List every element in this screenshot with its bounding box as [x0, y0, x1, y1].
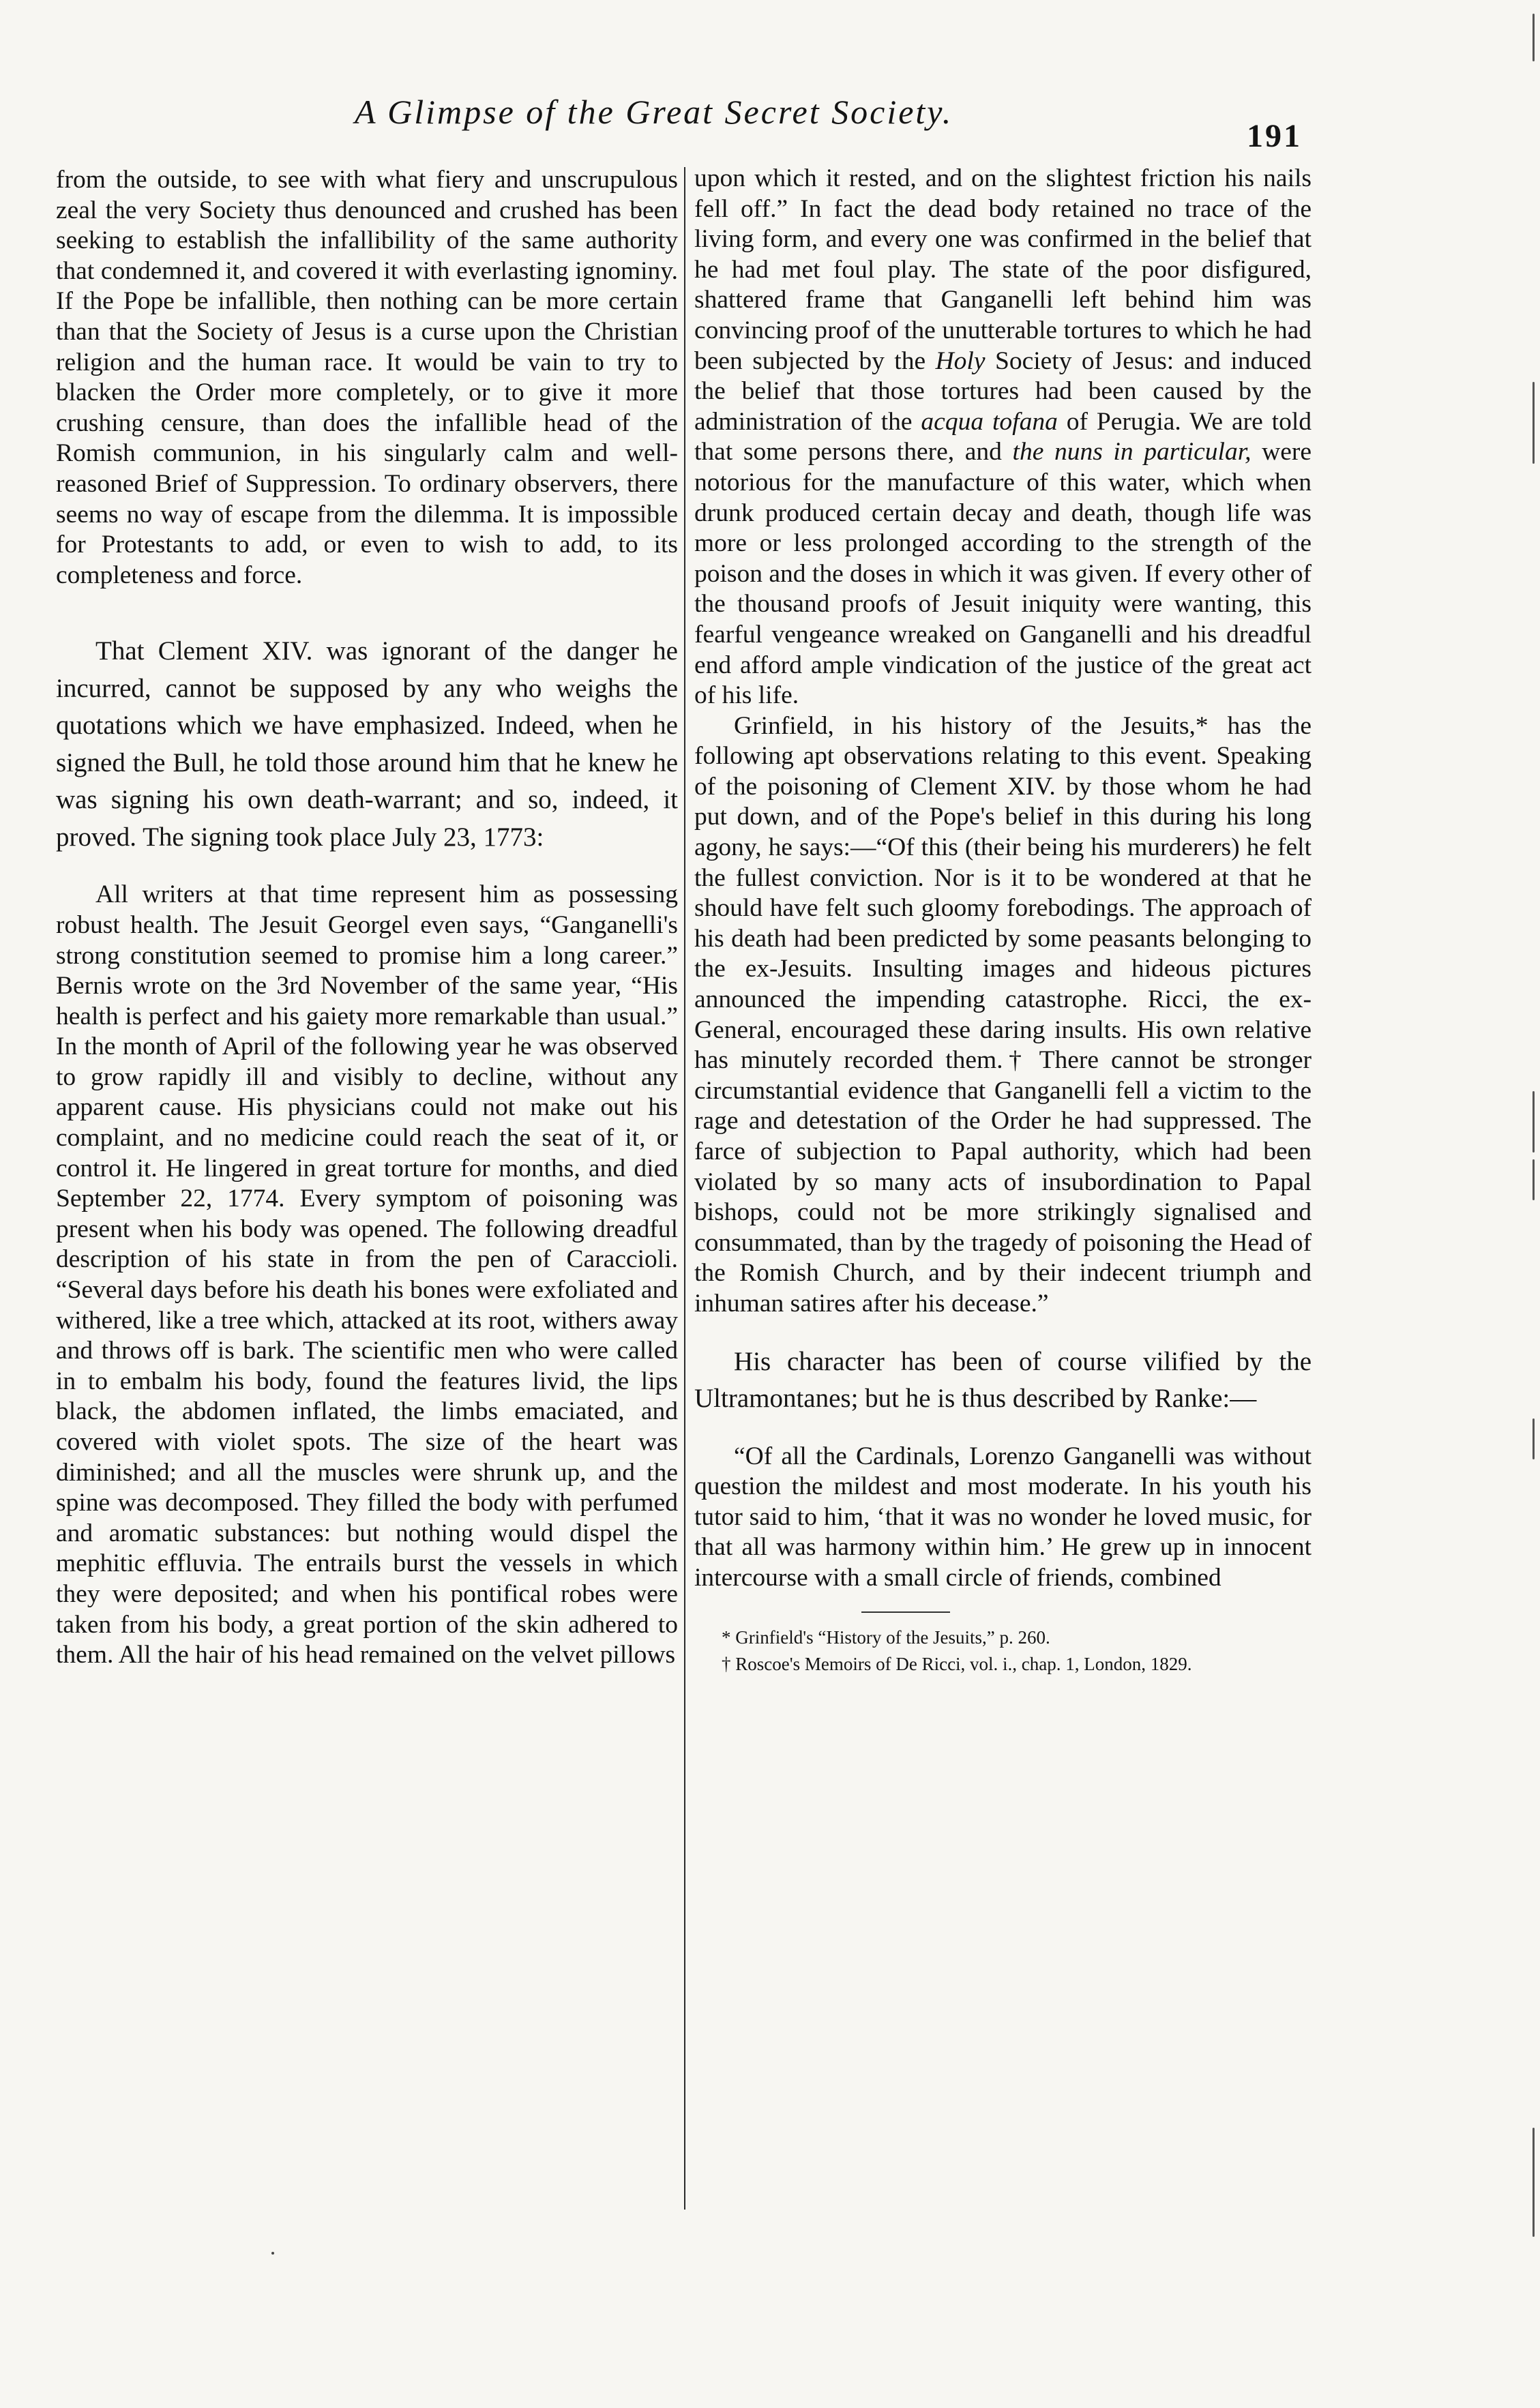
paragraph-ranke-intro: His character has been of course vilified by the Ultramontanes; but he is thus described by Ranke:—: [694, 1346, 1312, 1414]
text-run: upon which it rested, and on the slightest friction his nails fell off.” In fact the dead body retained no trace of the living form, and every one was confirmed in the belief that he had met foul play. The state of the poor disfigured, shattered frame that Ganganelli left behind him was convincing proof of the unutterable tortures to which he had been subjected by the: [694, 164, 1312, 375]
text-run: of Perugia. We are told that some persons there, and: [694, 407, 1312, 466]
paragraph-pope-infallibility: from the outside, to see with what fiery and unscrupulous zeal the very Society thus denounced and crushed has been seeking to establish the infallibility of the same authority that condemned it, and covered it with everlasting ignominy. If the Pope be infallible, then nothing can be more certain than that the Society of Jesus is a curse upon the Christian religion and the human race. It would be vain to try to blacken the Order more completely, or to give it more crushing censure, than does the infallible head of the Romish communion, in his singularly calm and well-reasoned Brief of Suppression. To ordinary observers, there seems no way of escape from the dilemma. It is impossible for Protestants to add, or even to wish to add, to its completeness and force.: [56, 166, 678, 589]
paragraph-poisoning-symptoms: All writers at that time represent him as possessing robust health. The Jesuit Georgel even says, “Ganganelli's strong constitution seemed to promise him a long career.” Bernis wrote on the 3rd November of the same year, “His health is perfect and his gaiety more remarkable than usual.” In the month of April of the following year he was observed to grow rapidly ill and visibly to decline, without any apparent cause. His physicians could not make out his complaint, and no medicine could reach the seat of it, or control it. He lingered in great torture for months, and died September 22, 1774. Every symptom of poisoning was present when his body was opened. The following dreadful description of his state in from the pen of Caraccioli. “Several days before his death his bones were exfoliated and withered, like a tree which, attacked at its root, withers away and throws off is bark. The scientific men who were called in to embalm his body, found the features livid, the lips black, the abdomen inflated, the limbs emaciated, and covered with violet spots. The size of the heart was diminished; and all the muscles were shrunk up, and the spine was decomposed. They filled the body with perfumed and aromatic substances: but nothing would dispel the mephitic effluvia. The entrails burst the vessels in which they were deposited; and when his pontifical robes were taken from his body, a great portion of the skin adhered to them. All the hair of his head remained on the velvet pillows: [56, 880, 678, 1669]
emphasis-nuns: the nuns in particular,: [1012, 438, 1252, 466]
footnote-roscoe: † Roscoe's Memoirs of De Ricci, vol. i., chap. 1, London, 1829.: [722, 1653, 1192, 1674]
emphasis-acqua-tofana: acqua tofana: [921, 407, 1058, 436]
paragraph-acqua-tofana: [694, 164, 1312, 711]
scan-speck: [1532, 2128, 1535, 2237]
scan-speck: [1532, 1159, 1535, 1200]
right-column: [694, 164, 1312, 1680]
scan-speck: [1532, 382, 1535, 464]
paragraph-grinfield: Grinfield, in his history of the Jesuits,* has the following apt observations relating to this event. Speaking of the poisoning of Clement XIV. by those whom he had put down, and of the Pope's belief in this during his long agony, he says:—“Of this (their being his murderers) he felt the fullest conviction. Nor is it to be wondered at that he should have felt such gloomy forebodings. The approach of his death had been predicted by some peasants belonging to the ex-Jesuits. Insulting images and hideous pictures announced the impending catastrophe. Ricci, the ex-General, encouraged these daring insults. His own relative has minutely recorded them.† There cannot be stronger circumstantial evidence that Ganganelli fell a victim to the rage and detestation of the Order he had suppressed. The farce of subjection to Papal authority, which had been violated by so many acts of insubordination to Papal bishops, could not be more strikingly signalised and consummated, than by the tragedy of poisoning the Head of the Romish Church, and by their indecent triumph and inhuman satires after his decease.”: [694, 711, 1312, 1318]
left-column: [56, 165, 678, 1671]
scan-speck: [271, 2252, 274, 2255]
footnotes: [694, 1626, 1312, 1676]
column-rule: [684, 167, 685, 2210]
paragraph-clement-death-warrant: That Clement XIV. was ignorant of the danger he incurred, cannot be supposed by any who weighs the quotations which we have emphasized. Indeed, when he signed the Bull, he told those around him that he knew he was signing his own death-warrant; and so, indeed, it proved. The signing took place July 23, 1773:: [56, 636, 678, 852]
text-run: Society of Jesus: and induced the belief that those tortures had been caused by the administration of the: [694, 346, 1312, 436]
scan-speck: [1532, 1091, 1535, 1153]
running-head: A Glimpse of the Great Secret Society.: [355, 93, 953, 131]
text-run: were notorious for the manufacture of this water, which when drunk produced certain decay and death, though life was more or less prolonged according to the strength of the poison and the doses in which it was given. If every other of the thousand proofs of Jesuit iniquity were wanting, this fearful vengeance wreaked on Ganganelli and his dreadful end afford ample vindication of the justice of the great act of his life.: [694, 438, 1312, 710]
footnote-rule: [861, 1611, 950, 1613]
paragraph-ranke-quote: “Of all the Cardinals, Lorenzo Ganganelli was without question the mildest and most moderate. In his youth his tutor said to him, ‘that it was no wonder he loved music, for that all was harmony within him.’ He grew up in innocent intercourse with a small circle of friends, combined: [694, 1442, 1312, 1592]
footnote-grinfield: * Grinfield's “History of the Jesuits,” p. 260.: [722, 1626, 1050, 1648]
emphasis-holy: Holy: [935, 346, 986, 375]
scan-speck: [1532, 1418, 1535, 1459]
page-number: 191: [1247, 118, 1302, 154]
scan-speck: [1532, 14, 1535, 61]
scan-margin-specks: [1513, 0, 1540, 2408]
